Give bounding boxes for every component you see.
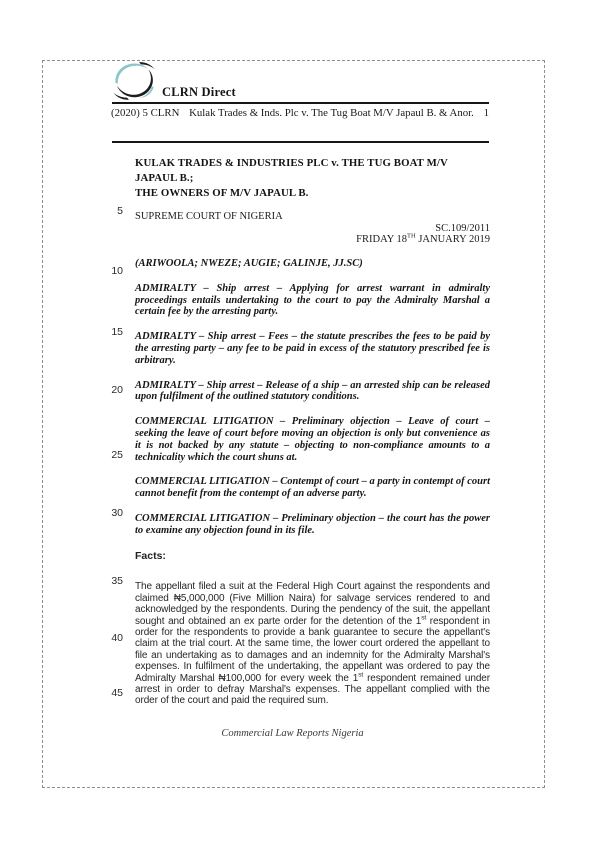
header-divider-bottom	[112, 141, 489, 143]
catchword-paragraph: ADMIRALTY – Ship arrest – Release of a ship – an arrested ship can be released upon fulfilment of the outlined statutory conditions.	[135, 379, 490, 403]
running-head	[111, 107, 489, 119]
clrn-swirl-logo-icon	[111, 60, 157, 102]
line-number: 40	[111, 632, 123, 644]
line-number: 45	[111, 687, 123, 699]
brand-title: CLRN Direct	[162, 85, 236, 99]
judges-panel: (ARIWOOLA; NWEZE; AUGIE; GALINJE, JJ.SC)	[135, 257, 363, 269]
catchword-paragraph: COMMERCIAL LITIGATION – Preliminary objection – the court has the power to examine any objection found in its file.	[135, 512, 490, 536]
line-number: 5	[117, 205, 123, 217]
line-number: 25	[111, 449, 123, 461]
page-number: 1	[483, 107, 489, 119]
line-number: 30	[111, 507, 123, 519]
running-case-title: Kulak Trades & Inds. Plc v. The Tug Boat M/V Japaul B. & Anor.	[189, 107, 474, 119]
case-title-line2: THE OWNERS OF M/V JAPAUL B.	[135, 187, 309, 199]
facts-paragraph: The appellant filed a suit at the Federal High Court against the respondents and claimed ₦5,000,000 (Five Million Naira) for salvage services rendered to and acknowledged by the respondents. During the pendency of the suit, the appellant sought and obtained an ex parte order for the detention of the 1st respondent in order for the respondents to provide a bank guarantee to secure the appellant's claim at the trial court. At the same time, the lower court ordered the appellant to file an undertaking as to damages and an indemnity for the Admiralty Marshal's expenses. In fulfilment of the undertaking, the appellant was ordered to pay the Admiralty Marshal ₦100,000 for every week the 1st respondent remained under arrest in order to defray Marshal's expenses. The appellant complied with the order of the court and paid the required sum.	[135, 581, 490, 707]
main-text-column	[135, 152, 490, 707]
facts-heading: Facts:	[135, 549, 166, 562]
court-name: SUPREME COURT OF NIGERIA	[135, 211, 283, 222]
line-number: 10	[111, 265, 123, 277]
header-divider-top	[112, 102, 489, 104]
line-number: 35	[111, 575, 123, 587]
case-title	[135, 156, 490, 201]
line-number: 20	[111, 384, 123, 396]
catchword-paragraph: ADMIRALTY – Ship arrest – Applying for arrest warrant in admiralty proceedings entails undertaking to the court to pay the Admiralty Marshal a certain fee by the arresting party.	[135, 282, 490, 318]
footer-imprint: Commercial Law Reports Nigeria	[221, 728, 364, 739]
suit-number: SC.109/2011	[435, 222, 490, 234]
report-citation: (2020) 5 CLRN	[111, 107, 180, 119]
catchword-paragraph: ADMIRALTY – Ship arrest – Fees – the statute prescribes the fees to be paid by the arresting party – any fee to be paid in excess of the statutory prescribed fee is arbitrary.	[135, 331, 490, 366]
line-number: 15	[111, 326, 123, 338]
case-title-line1: KULAK TRADES & INDUSTRIES PLC v. THE TUG BOAT M/V JAPAUL B.;	[135, 157, 448, 184]
catchword-paragraph: COMMERCIAL LITIGATION – Preliminary objection – Leave of court – seeking the leave of court before moving an objection is only but convenience as it is not backed by any statute – objecting to non-compliance amounts to a technicality which the court shuns at.	[135, 416, 490, 463]
catchword-paragraph: COMMERCIAL LITIGATION – Contempt of court – a party in contempt of court cannot benefit from the contempt of an adverse party.	[135, 476, 490, 500]
hearing-date: FRIDAY 18TH JANUARY 2019	[356, 232, 490, 246]
